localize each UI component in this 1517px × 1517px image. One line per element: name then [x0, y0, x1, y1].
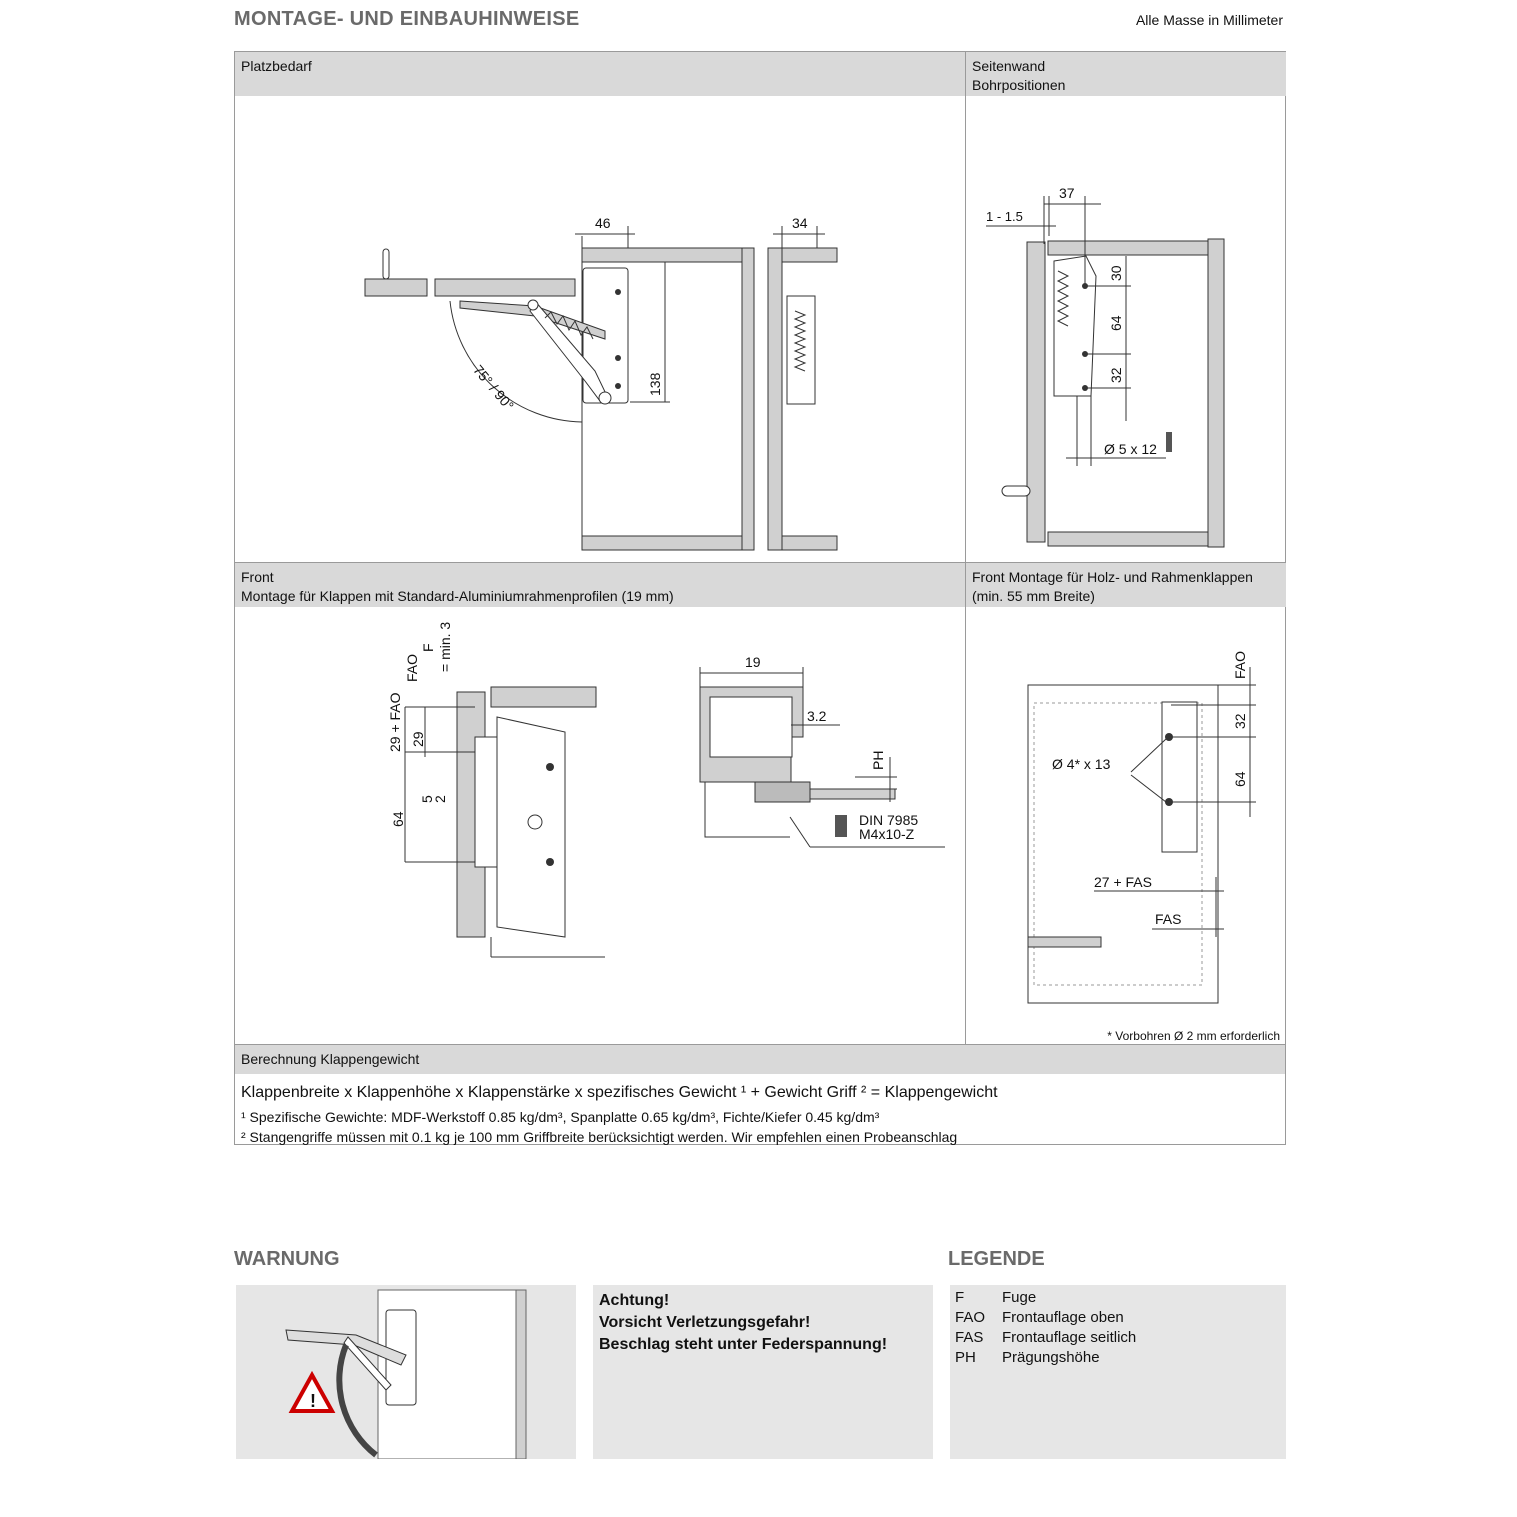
legend-value: Frontauflage seitlich	[1002, 1329, 1137, 1346]
legend-row	[955, 1328, 1281, 1348]
warning-box	[593, 1285, 933, 1459]
front-holz-drawing	[966, 607, 1286, 1044]
dim-138: 138	[647, 372, 663, 396]
dim-2: 2	[432, 795, 448, 803]
dim-37: 37	[1059, 185, 1075, 201]
cell-header	[235, 52, 965, 96]
cell-header	[966, 563, 1286, 607]
header-sublabel: (min. 55 mm Breite)	[972, 588, 1095, 604]
platzbedarf-drawing	[235, 96, 965, 562]
dim-46: 46	[595, 215, 611, 231]
header-label: Front	[241, 569, 274, 585]
cell-seitenwand	[966, 52, 1286, 562]
din-label: DIN 7985	[859, 812, 919, 828]
header-label: Seitenwand	[972, 58, 1046, 74]
warning-drawing	[236, 1285, 576, 1459]
installation-table	[234, 51, 1286, 1145]
front-drawing	[235, 607, 965, 1044]
legend-key: FAO	[955, 1309, 986, 1326]
dim-5: 5	[419, 795, 435, 803]
screw-label: Ø 5 x 12	[1104, 441, 1157, 457]
legend-row	[955, 1288, 1281, 1308]
svg-text:!: !	[310, 1391, 316, 1411]
cell-header	[235, 563, 965, 607]
warning-line-1: Achtung!	[599, 1292, 670, 1309]
seitenwand-drawing	[966, 96, 1286, 562]
dim-1-1.5: 1 - 1.5	[986, 209, 1023, 224]
footnote: * Vorbohren Ø 2 mm erforderlich	[1107, 1029, 1280, 1043]
legend-value: Prägungshöhe	[1002, 1349, 1100, 1366]
dim-32: 32	[1108, 367, 1124, 383]
dim-32: 32	[1232, 713, 1248, 729]
cell-front-holz	[966, 563, 1286, 1044]
m4-label: M4x10-Z	[859, 826, 915, 842]
header-label: Front Montage für Holz- und Rahmenklappen	[972, 569, 1253, 585]
legend-value: Frontauflage oben	[1002, 1309, 1124, 1326]
legend-key: PH	[955, 1349, 976, 1366]
legend-box	[950, 1285, 1286, 1459]
dim-64: 64	[390, 811, 406, 827]
dim-29: 29	[410, 731, 426, 747]
legend-row	[955, 1308, 1281, 1328]
legend-title: LEGENDE	[948, 1248, 1045, 1270]
header-label: Platzbedarf	[241, 58, 312, 74]
legend-key: FAS	[955, 1329, 984, 1346]
warning-line-2: Vorsicht Verletzungsgefahr!	[599, 1314, 811, 1331]
dim-30: 30	[1108, 265, 1124, 281]
dim-64: 64	[1108, 315, 1124, 331]
header-label: Berechnung Klappengewicht	[241, 1051, 420, 1067]
cell-platzbedarf	[235, 52, 965, 562]
fao-label: FAO	[404, 653, 420, 682]
warning-line-3: Beschlag steht unter Federspannung!	[599, 1336, 888, 1353]
dim-3-2: 3.2	[807, 708, 827, 724]
header-sublabel: Bohrpositionen	[972, 77, 1066, 93]
berechnung-header	[235, 1045, 1285, 1074]
screw-label: Ø 4* x 13	[1052, 756, 1111, 772]
min3-label: = min. 3	[437, 621, 453, 672]
fao-label: FAO	[1232, 650, 1248, 679]
dim-19: 19	[745, 654, 761, 670]
units-note: Alle Masse in Millimeter	[1135, 12, 1283, 28]
weight-formula: Klappenbreite x Klappenhöhe x Klappenstärke x spezifisches Gewicht ¹ + Gewicht Griff ² = Klappengewicht	[241, 1084, 998, 1101]
dim-29-fao: 29 + FAO	[387, 692, 403, 752]
angle-label: 75° / 90°	[470, 361, 518, 414]
legend-row	[955, 1348, 1281, 1368]
legend-key: F	[955, 1289, 965, 1306]
fas-label: FAS	[1155, 911, 1182, 927]
note-2: ² Stangengriffe müssen mit 0.1 kg je 100 mm Griffbreite berücksichtigt werden. Wir empfehlen einen Probeanschlag	[241, 1129, 958, 1145]
legend-value: Fuge	[1002, 1289, 1037, 1306]
warning-image	[236, 1285, 576, 1459]
cell-header	[966, 52, 1286, 96]
page-title: MONTAGE- UND EINBAUHINWEISE	[234, 8, 580, 30]
header-sublabel: Montage für Klappen mit Standard-Aluminiumrahmenprofilen (19 mm)	[241, 588, 674, 604]
f-label: F	[420, 643, 436, 652]
fas27-label: 27 + FAS	[1094, 874, 1152, 890]
dim-34: 34	[792, 215, 808, 231]
cell-front	[235, 563, 965, 1044]
dim-64: 64	[1232, 771, 1248, 787]
note-1: ¹ Spezifische Gewichte: MDF-Werkstoff 0.85 kg/dm³, Spanplatte 0.65 kg/dm³, Fichte/Kiefer 0.45 kg/dm³	[241, 1109, 880, 1125]
ph-label: PH	[870, 750, 886, 770]
warning-title: WARNUNG	[234, 1248, 340, 1270]
